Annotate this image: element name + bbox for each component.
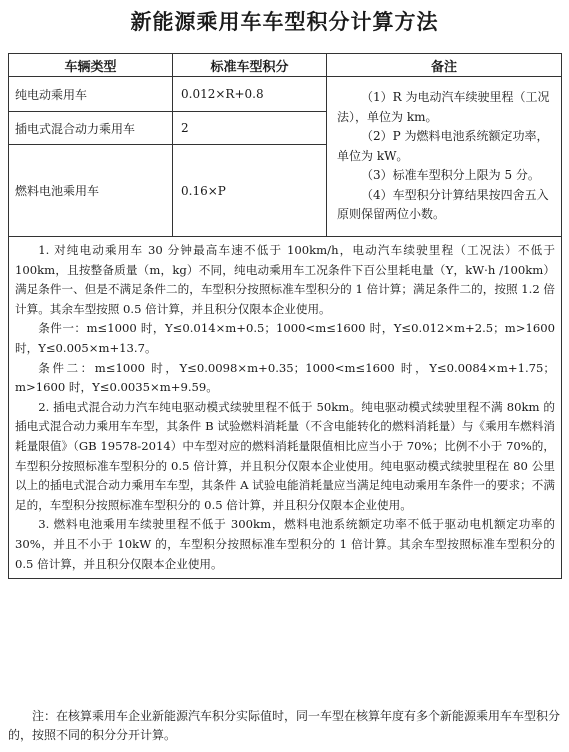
vehicle-type-cell: 纯电动乘用车 [9,77,173,112]
note-paragraph: 条件二：m≤1000 时，Y≤0.0098×m+0.35；1000<m≤1600 时，Y≤0.0084×m+1.75；m>1600 时，Y≤0.0035×m+9.59。 [15,360,555,395]
credit-formula-cell: 2 [173,112,327,145]
footnote: 注：在核算乘用车企业新能源汽车积分实际值时，同一车型在核算年度有多个新能源乘用车车型积分的，按照不同的积分分开计算。 [8,709,561,742]
header-standard-credit: 标准车型积分 [173,54,327,77]
vehicle-type-cell: 燃料电池乘用车 [9,145,173,237]
remark-item: （4）车型积分计算结果按四舍五入原则保留两位小数。 [337,187,549,222]
notes-cell [9,237,562,579]
header-remarks: 备注 [327,54,562,77]
notes-row [9,237,562,579]
credit-formula-cell: 0.16×P [173,145,327,237]
remark-item: （2）P 为燃料电池系统额定功率，单位为 kW。 [337,129,549,163]
remark-item: （1）R 为电动汽车续驶里程（工况法），单位为 km。 [337,90,550,124]
table-row [9,77,562,112]
credit-formula-cell: 0.012×R+0.8 [173,77,327,112]
note-paragraph: 条件一：m≤1000 时，Y≤0.014×m+0.5；1000<m≤1600 时，Y≤0.012×m+2.5；m>1600 时，Y≤0.005×m+13.7。 [15,321,555,355]
header-vehicle-type: 车辆类型 [9,54,173,77]
remark-item: （3）标准车型积分上限为 5 分。 [361,168,540,183]
note-paragraph: 1. 对纯电动乘用车 30 分钟最高车速不低于 100km/h，电动汽车续驶里程（工况法）不低于 100km，且按整备质量（m，kg）不同，纯电动乘用车工况条件下百公里耗电量（Y，kW·h /100km）满足条件一、但是不满足条件二的，车型积分按照标准车型积分的 1 倍计算；满足条件二的，按照 1.2 倍计算。其余车型按照 0.5 倍计算，并且积分仅限本企业使用。 [15,243,555,316]
table-header-row [9,54,562,77]
credit-table [8,53,562,579]
vehicle-type-cell: 插电式混合动力乘用车 [9,112,173,145]
note-paragraph: 2. 插电式混合动力汽车纯电驱动模式续驶里程不低于 50km。纯电驱动模式续驶里程不满 80km 的插电式混合动力乘用车车型，其条件 B 试验燃料消耗量（不含电能转化的燃料消耗量）与《乘用车燃料消耗量限值》（GB 19578-2014）中车型对应的燃料消耗量限值相比应当小于 70%；比例不小于 70%的，车型积分按照标准车型积分的 0.5 倍计算，并且积分仅限本企业使用。纯电驱动模式续驶里程在 80 公里以上的插电式混合动力乘用车车型，其条件 A 试验电能消耗量应当满足纯电动乘用车条件一的要求；不满足的，车型积分按照标准车型积分的 0.5 倍计算，并且积分仅限本企业使用。 [15,399,555,512]
remarks-cell [327,77,562,237]
note-paragraph: 3. 燃料电池乘用车续驶里程不低于 300km，燃料电池系统额定功率不低于驱动电机额定功率的 30%，并且不小于 10kW 的，车型积分按照标准车型积分的 1 倍计算。其余车型按照标准车型积分的 0.5 倍计算，并且积分仅限本企业使用。 [15,517,555,571]
page-title: 新能源乘用车车型积分计算方法 [130,10,439,34]
